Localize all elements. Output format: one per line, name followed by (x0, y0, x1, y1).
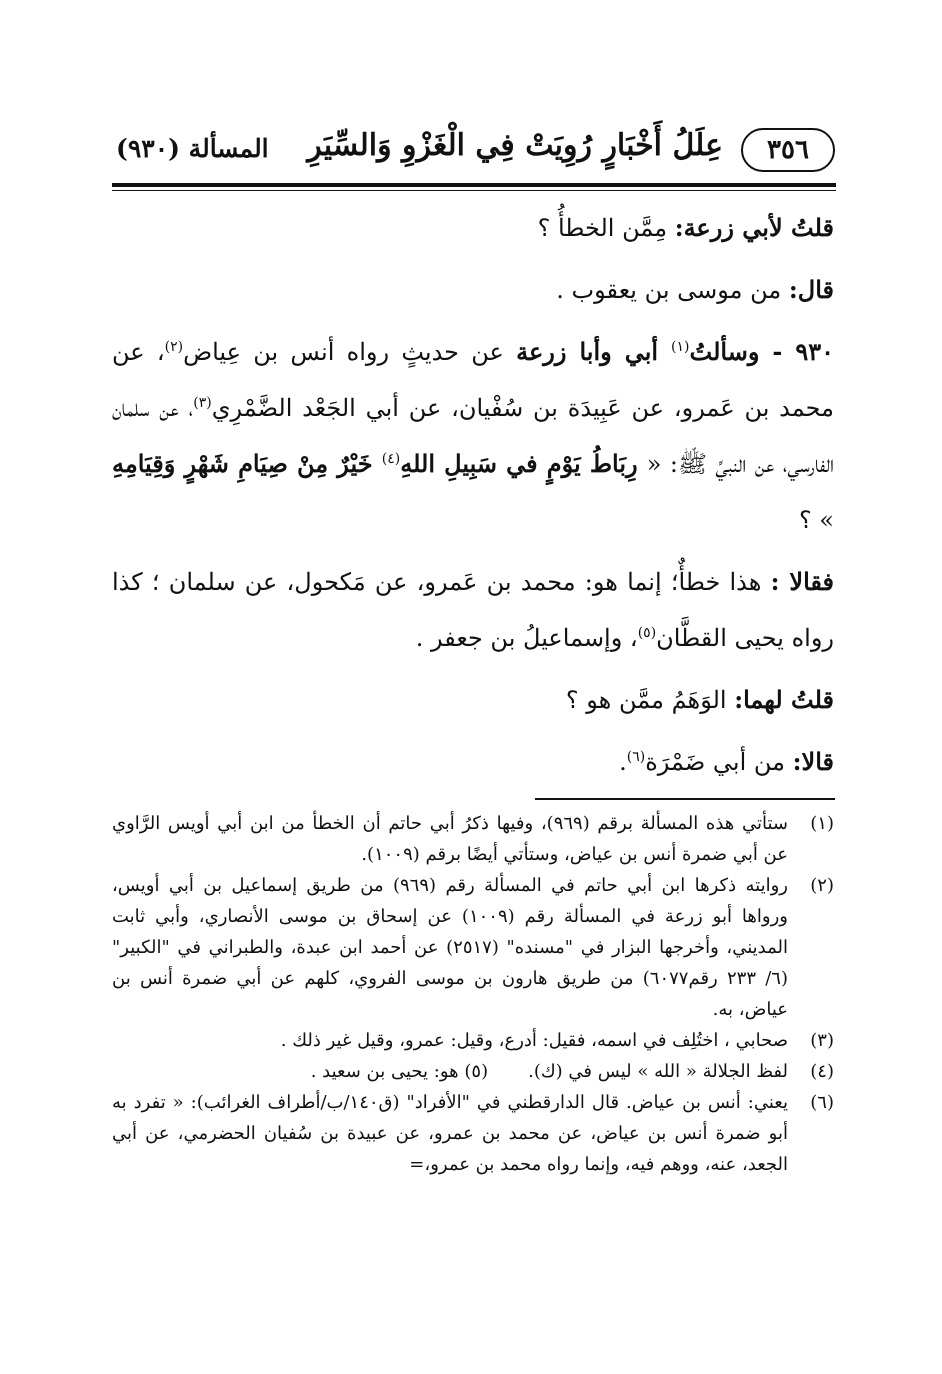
answer-1-text: من موسى بن يعقوب . (556, 276, 789, 304)
answer-1-lead: قال: (788, 275, 834, 304)
footnote-ref-6[interactable]: (٦) (626, 749, 646, 765)
footnote-2 (112, 870, 834, 1025)
question-1-lead: قلتُ لأبي زرعة: (674, 213, 834, 242)
question-2 (112, 672, 834, 728)
hadith-text-2: خَيْرٌ مِنْ صِيَامِ شَهْرٍ وَقِيَامِهِ (112, 449, 382, 478)
page-header (100, 122, 835, 178)
footnote-text: لفظ الجلالة « الله » ليس في (ك). (528, 1061, 788, 1082)
header-rule-thin (112, 190, 836, 191)
footnote-ref-1[interactable]: (١) (671, 339, 690, 355)
footnote-6 (112, 1087, 834, 1180)
answer-2-lead: قالا: (792, 747, 834, 776)
issue-930-text-2: ، عن محمد بن عَمرو، عن عَبِيدَة بن سُفْيان، عن أبي الجَعْد الضَّمْرِي (112, 338, 834, 422)
answer-1 (112, 262, 834, 318)
hadith-text-1: رِبَاطُ يَوْمٍ في سَبِيلِ اللهِ (400, 449, 647, 478)
footnote-separator (535, 798, 835, 800)
main-text (112, 200, 834, 790)
question-1-text: مِمَّن الخطأُ ؟ (537, 214, 675, 242)
footnote-number: (١) (810, 813, 834, 834)
header-rule-thick (112, 183, 836, 187)
footnote-ref-4[interactable]: (٤) (381, 451, 401, 467)
issue-930 (112, 324, 834, 548)
issue-930-lead: ٩٣٠ - وسألتُ (689, 337, 835, 366)
footnote-text: روايته ذكرها ابن أبي حاتم في المسألة رقم (٩٦٩) من طريق إسماعيل بن أبي أويس، ورواها أبو زرعة في المسألة رقم (١٠٠٩) عن إسحاق بن موسى الأنصاري، وأبي ثابت المديني، وأخرجها البزار في "مسنده" (٢٥١٧) عن أحمد ابن عبدة، والطبراني في "الكبير" (٦/ ٢٣٣ رقم٦٠٧٧) من طريق هارون بن موسى الفروي، كلهم عن أبي ضمرة أنس بن عياض، به. (112, 875, 789, 1020)
question-2-text: الوَهَمُ ممَّن هو ؟ (565, 686, 735, 714)
footnote-4-5 (112, 1056, 834, 1087)
running-title: عِلَلُ أَخْبَارٍ رُوِيَتْ فِي الْغَزْوِ وَالسِّيَرِ (307, 128, 723, 163)
footnote-ref-5[interactable]: (٥) (637, 625, 657, 641)
footnote-number: (٢) (810, 875, 834, 896)
footnote-ref-2[interactable]: (٢) (164, 339, 184, 355)
footnote-1 (112, 808, 834, 870)
footnote-number: (٦) (810, 1092, 834, 1113)
answer-2-text: من أبي ضَمْرَة (645, 748, 793, 776)
footnote-number: (٥) (464, 1061, 489, 1082)
answer-both-lead: فقالا : (770, 567, 834, 596)
answer-2-end: . (619, 748, 627, 776)
issue-930-end: » ؟ (798, 506, 834, 534)
answer-2 (112, 734, 834, 790)
footnote-text: يعني: أنس بن عياض. قال الدارقطني في "الأفراد" (ق١٤٠/ب/أطراف الغرائب): « تفرد به أبو ضمرة أنس بن عياض، عن محمد بن عمرو، عن عبيدة بن سُفيان الحضرمي، عن أبي الجعد، عنه، ووهم فيه، وإنما رواه محمد بن عمرو،= (112, 1092, 788, 1175)
answer-both-text-2: ، وإسماعيلُ بن جعفر . (415, 624, 638, 652)
issue-930-text-3: ، عن سلمان الفارسي، عن النبيِّ ﷺ: « (112, 394, 834, 478)
footnote-number: (٤) (810, 1061, 834, 1082)
footnote-text: ستأتي هذه المسألة برقم (٩٦٩)، وفيها ذكرُ أبي حاتم أن الخطأ من ابن أبي أويس الرَّاوي عن أبي ضمرة أنس بن عياض، وستأتي أيضًا برقم (١٠٠٩). (112, 813, 789, 865)
question-1 (112, 200, 834, 256)
footnote-ref-3[interactable]: (٣) (193, 395, 212, 411)
page-number: ٣٥٦ (741, 128, 835, 172)
question-2-lead: قلتُ لهما: (734, 685, 834, 714)
answer-both (112, 554, 834, 666)
issue-reference: المسألة (٩٣٠) (116, 134, 269, 163)
answer-both-text-1: هذا خطأٌ؛ إنما هو: محمد بن عَمرو، عن مَكحول، عن سلمان ؛ كذا رواه يحيى القطَّان (112, 568, 834, 652)
footnote-text: هو: يحيى بن سعيد . (310, 1061, 459, 1082)
issue-930-lead-2: أبي وأبا زرعة (516, 337, 672, 366)
footnote-3 (112, 1025, 834, 1056)
footnote-text: صحابي ، اختُلِف في اسمه، فقيل: أدرع، وقيل: عمرو، وقيل غير ذلك . (280, 1030, 788, 1051)
footnotes (112, 808, 834, 1180)
issue-930-text-1: عن حديثٍ رواه أنس بن عِياض (183, 338, 517, 366)
footnote-number: (٣) (810, 1030, 834, 1051)
